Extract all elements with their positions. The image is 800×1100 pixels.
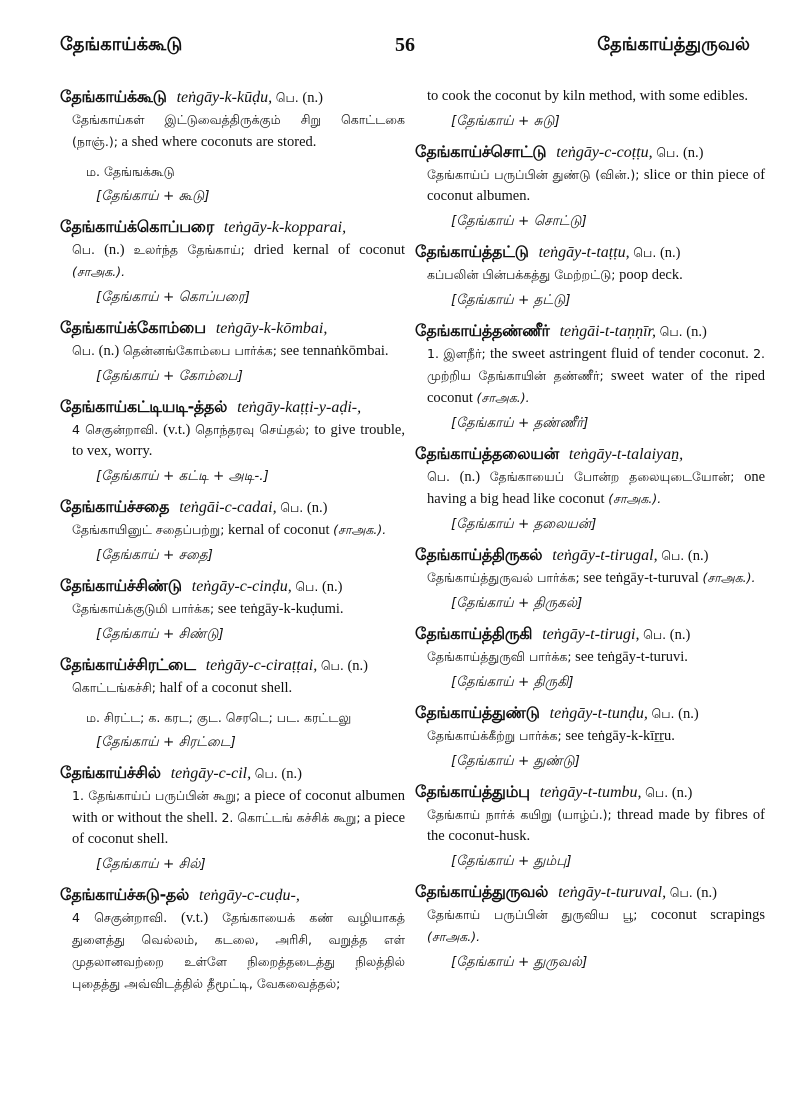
definition-ta: தொந்தரவு செய்தல்; <box>195 422 310 437</box>
entry-tenkay-c-cudu-continued <box>415 86 765 131</box>
part-of-speech-ta: பெ. <box>651 706 675 721</box>
definition-ta: கப்பலின் பின்பக்கத்து மேற்றட்டு; <box>427 267 616 282</box>
transliteration: teṅgāy-t-tunḍu, <box>549 705 648 722</box>
transliteration: teṅgāy-t-tumbu, <box>539 784 642 801</box>
part-of-speech-en: (n.) <box>682 145 704 161</box>
part-of-speech-ta: பெ. <box>275 90 299 105</box>
definition-en: see teṅgāy-k-kīṟṟu. <box>565 728 675 744</box>
part-of-speech-en: (v.t.) <box>181 910 209 926</box>
part-of-speech-en: (n.) <box>302 90 323 106</box>
headword: தேங்காய்க்கொப்பரை <box>60 217 214 236</box>
etymology: [தேங்காய் + தலையன்] <box>451 516 597 532</box>
headword: தேங்காய்த்திருகி <box>415 624 533 643</box>
transliteration: teṅgāi-c-cadai, <box>179 499 277 516</box>
transliteration: teṅgāy-c-ciraṭṭai, <box>205 657 318 674</box>
etymology: [தேங்காய் + சுடு] <box>451 113 560 129</box>
headword: தேங்காய்த்திருகல் <box>415 545 543 564</box>
entry-tenkay-c-cindu <box>60 575 405 644</box>
definition-en-2: a piece of coconut shell. <box>72 810 406 847</box>
headword: தேங்காய்ச்சதை <box>60 497 170 516</box>
source-abbrev: (சாஅக.). <box>427 929 481 944</box>
definition-en: dried kernal of coconut <box>253 242 406 258</box>
entry-tenkay-t-tirugal <box>415 544 765 613</box>
entry-tenkai-t-tannir <box>415 320 765 433</box>
transliteration: teṅgāy-k-kūḍu, <box>176 89 273 106</box>
transliteration: teṅgāy-c-cuḍu-, <box>199 887 300 904</box>
headword: தேங்காய்ச்சிண்டு <box>60 576 182 595</box>
definition-en: kernal of coconut <box>228 522 330 538</box>
source-abbrev: (சாஅக.). <box>333 522 387 537</box>
definition-en: thread made by fibres of the coconut-husk. <box>427 807 765 844</box>
etymology: [தேங்காய் + சதை] <box>96 547 213 563</box>
definition-en: see teṅgāy-t-turuval <box>583 570 699 586</box>
definition-ta: தேங்காய் நார்க் கயிறு (யாழ்ப்.); <box>427 807 612 822</box>
part-of-speech-en: (v.t.) <box>163 422 191 438</box>
entry-tenkay-t-talaiyan <box>415 443 765 534</box>
etymology: [தேங்காய் + சிரட்டை] <box>96 734 236 750</box>
headword: தேங்காய்ச்சில் <box>60 763 161 782</box>
etymology: [தேங்காய் + துண்டு] <box>451 753 580 769</box>
part-of-speech-ta: பெ. <box>254 766 278 781</box>
page-header <box>60 34 750 64</box>
definition-ta: தேங்காய்ப் பருப்பின் துண்டு (வின்.); <box>427 167 640 182</box>
column-right <box>415 86 765 982</box>
headword: தேங்காய்த்தண்ணீர் <box>415 321 550 340</box>
transliteration: teṅgāy-c-cinḍu, <box>191 578 292 595</box>
transliteration: teṅgāy-t-turuval, <box>558 884 667 901</box>
header-right-guide-word: தேங்காய்த்துருவல் <box>597 34 750 55</box>
headword: தேங்காய்த்தலையன் <box>415 444 559 463</box>
part-of-speech-en: (n.) <box>281 766 302 782</box>
entry-tenkay-k-kopparai <box>60 216 405 307</box>
entry-tenkay-c-cottu <box>415 141 765 231</box>
entry-tenkay-t-tundu <box>415 702 765 771</box>
definition-ta: தேங்காய்த்துருவல் பார்க்க; <box>427 570 580 585</box>
part-of-speech-ta: பெ. <box>72 343 96 358</box>
headword: தேங்காய்க்கூடு <box>60 87 167 106</box>
definition-en: see tennaṅkōmbai. <box>280 343 389 359</box>
definition-ta: தேங்காயைப் போன்ற தலையுடையோன்; <box>489 469 735 484</box>
definition-en: slice or thin piece of coconut albumen. <box>427 167 766 204</box>
transliteration: teṅgāy-t-tirugal, <box>552 547 658 564</box>
etymology: [தேங்காய் + சொட்டு] <box>451 213 587 229</box>
definition-en: half of a coconut shell. <box>159 680 293 696</box>
etymology: [தேங்காய் + கொப்பரை] <box>96 289 250 305</box>
part-of-speech-en: (n.) <box>104 242 125 258</box>
definition-en: the sweet astringent fluid of tender coconut. <box>490 346 749 362</box>
part-of-speech-ta: பெ. <box>645 785 669 800</box>
transliteration: teṅgāy-t-talaiyaṉ, <box>568 446 684 463</box>
definition-ta: தேங்காய்க்குடுமி பார்க்க; <box>72 601 215 616</box>
definition-ta: தேங்காய்க்கீற்று பார்க்க; <box>427 728 562 743</box>
transliteration: teṅgāy-t-tirugi, <box>542 626 640 643</box>
transliteration: teṅgāy-k-kōmbai, <box>215 320 328 337</box>
definition-en: see teṅgāy-k-kuḍumi. <box>217 601 344 617</box>
cognate-forms: ம. தேங்ஙக்கூடு <box>86 164 175 179</box>
etymology: [தேங்காய் + துருவல்] <box>451 954 588 970</box>
entry-tenkai-c-cadai <box>60 496 405 565</box>
part-of-speech-en: (n.) <box>306 500 328 516</box>
entry-tenkay-t-tirugi <box>415 623 765 692</box>
etymology: [தேங்காய் + தும்பு] <box>451 853 572 869</box>
definition-en: one having a big head like coconut <box>427 469 765 507</box>
etymology: [தேங்காய் + கோம்பை] <box>96 368 243 384</box>
definition-ta: 1. தேங்காய்ப் பருப்பின் கூறு; <box>72 788 241 803</box>
part-of-speech-en: (n.) <box>347 658 369 674</box>
definition-ta: உலர்ந்த தேங்காய்; <box>133 242 245 257</box>
transliteration: teṅgāy-k-kopparai, <box>223 219 347 236</box>
part-of-speech-en: (n.) <box>659 245 681 261</box>
entry-tenkay-c-cil <box>60 762 405 874</box>
part-of-speech-en: (n.) <box>459 469 481 485</box>
source-abbrev: (சாஅக.). <box>702 570 756 585</box>
part-of-speech-ta: பெ. <box>659 324 683 339</box>
definition-ta: தேங்காய்த்துருவி பார்க்க; <box>427 649 572 664</box>
definition-en: coconut scrapings <box>650 907 765 923</box>
definition-en-2: sweet water of the riped coconut <box>427 368 765 406</box>
definition-ta-2: 2. கொட்டங் கச்சிக் கூறு; <box>221 810 361 825</box>
definition-ta-2: 2. முற்றிய தேங்காயின் தண்ணீர்; <box>427 346 766 383</box>
headword: தேங்காய்க்கோம்பை <box>60 318 206 337</box>
part-of-speech-ta: பெ. <box>427 469 451 484</box>
part-of-speech-ta: பெ. <box>633 245 657 260</box>
headword: தேங்காய்த்தும்பு <box>415 782 530 801</box>
source-abbrev: (சாஅக.). <box>476 390 530 405</box>
definition-en: see teṅgāy-t-turuvi. <box>575 649 688 665</box>
etymology: [தேங்காய் + தண்ணீர்] <box>451 415 589 431</box>
etymology: [தேங்காய் + சிண்டு] <box>96 626 224 642</box>
etymology: [தேங்காய் + தட்டு] <box>451 292 571 308</box>
part-of-speech-ta: பெ. <box>656 145 680 160</box>
cognate-forms: ம. சிரட்ட; க. கரட; குட. செரடெ; பட. கரட்டலு <box>86 710 352 725</box>
transliteration: teṅgāy-c-cil, <box>170 765 252 782</box>
definition-en: a piece of coconut albumen with or without the shell. <box>72 788 405 826</box>
part-of-speech-en: (n.) <box>678 706 699 722</box>
entry-tenkay-t-tumbu <box>415 781 765 871</box>
definition-en: poop deck. <box>619 267 683 283</box>
column-left <box>60 86 405 1005</box>
transliteration: teṅgāi-t-taṇṇīr, <box>559 323 656 340</box>
source-abbrev: (சாஅக.). <box>72 264 126 279</box>
etymology: [தேங்காய் + சில்] <box>96 856 206 872</box>
part-of-speech-en: (n.) <box>696 885 717 901</box>
part-of-speech-en: (n.) <box>321 579 343 595</box>
part-of-speech-en: (n.) <box>687 548 709 564</box>
transliteration: teṅgāy-c-coṭṭu, <box>556 144 653 161</box>
entry-tenkay-c-cirattai <box>60 654 405 752</box>
part-of-speech-ta: 4 செகுன்றாவி. <box>72 422 159 437</box>
part-of-speech-ta: பெ. <box>295 579 319 594</box>
definition-ta: தேங்காய் பருப்பின் துருவிய பூ; <box>427 907 638 922</box>
entry-tenkay-k-kudu <box>60 86 405 206</box>
definition-en: to cook the coconut by kiln method, with some edibles. <box>427 88 748 104</box>
entry-tenkay-c-cudu <box>60 884 405 995</box>
entry-tenkay-t-turuval <box>415 881 765 972</box>
headword: தேங்காய்ச்சொட்டு <box>415 142 547 161</box>
headword: தேங்காய்த்துருவல் <box>415 882 549 901</box>
page-number: 56 <box>395 34 415 56</box>
entry-tenkay-k-kombai <box>60 317 405 386</box>
part-of-speech-en: (n.) <box>98 343 120 359</box>
part-of-speech-ta: பெ. <box>643 627 667 642</box>
etymology: [தேங்காய் + கூடு] <box>96 188 210 204</box>
entry-tenkay-katti-y-adi <box>60 396 405 486</box>
definition-ta: 1. இளநீர்; <box>427 346 486 361</box>
part-of-speech-ta: பெ. <box>669 885 693 900</box>
transliteration: teṅgāy-kaṭṭi-y-aḍi-, <box>237 399 362 416</box>
part-of-speech-ta: பெ. <box>661 548 685 563</box>
part-of-speech-ta: பெ. <box>280 500 304 515</box>
etymology: [தேங்காய் + திருகி] <box>451 674 574 690</box>
headword: தேங்காய்த்துண்டு <box>415 703 540 722</box>
definition-en: to give trouble, to vex, worry. <box>72 422 405 459</box>
headword: தேங்காய்ச்சிரட்டை <box>60 655 196 674</box>
definition-ta: தேங்காயைக் கண் வழியாகத் துளைத்து வெல்லம், கடலை, அரிசி, வறுத்த எள் முதலானவற்றை உள்ளே நிறைத்தடைத்து நிலத்தில் புதைத்து அவ்விடத்தில் தீமூட்டி, வேகவைத்தல்; <box>72 910 406 991</box>
definition-en: a shed where coconuts are stored. <box>121 134 317 150</box>
part-of-speech-en: (n.) <box>671 785 693 801</box>
entry-tenkay-t-tattu <box>415 241 765 310</box>
etymology: [தேங்காய் + கட்டி + அடி-.] <box>96 468 269 484</box>
etymology: [தேங்காய் + திருகல்] <box>451 595 583 611</box>
definition-ta: தென்னங்கோம்பை பார்க்க; <box>122 343 278 358</box>
part-of-speech-ta: பெ. <box>320 658 344 673</box>
source-abbrev: (சாஅக.). <box>608 491 662 506</box>
part-of-speech-ta: 4 செகுன்றாவி. <box>72 910 168 925</box>
transliteration: teṅgāy-t-taṭṭu, <box>538 244 630 261</box>
headword: தேங்காய்கட்டியடி-த்தல் <box>60 397 228 416</box>
headword: தேங்காய்த்தட்டு <box>415 242 529 261</box>
part-of-speech-en: (n.) <box>669 627 691 643</box>
header-left-guide-word: தேங்காய்க்கூடு <box>60 34 183 55</box>
headword: தேங்காய்ச்சுடு-தல் <box>60 885 190 904</box>
definition-ta: தேங்காய்கள் இட்டுவைத்திருக்கும் சிறு கொட்டகை (நாஞ்.); <box>72 112 405 149</box>
definition-ta: கொட்டங்கச்சி; <box>72 680 157 695</box>
part-of-speech-ta: பெ. <box>72 242 96 257</box>
definition-ta: தேங்காயினுட் சதைப்பற்று; <box>72 522 225 537</box>
part-of-speech-en: (n.) <box>686 324 707 340</box>
